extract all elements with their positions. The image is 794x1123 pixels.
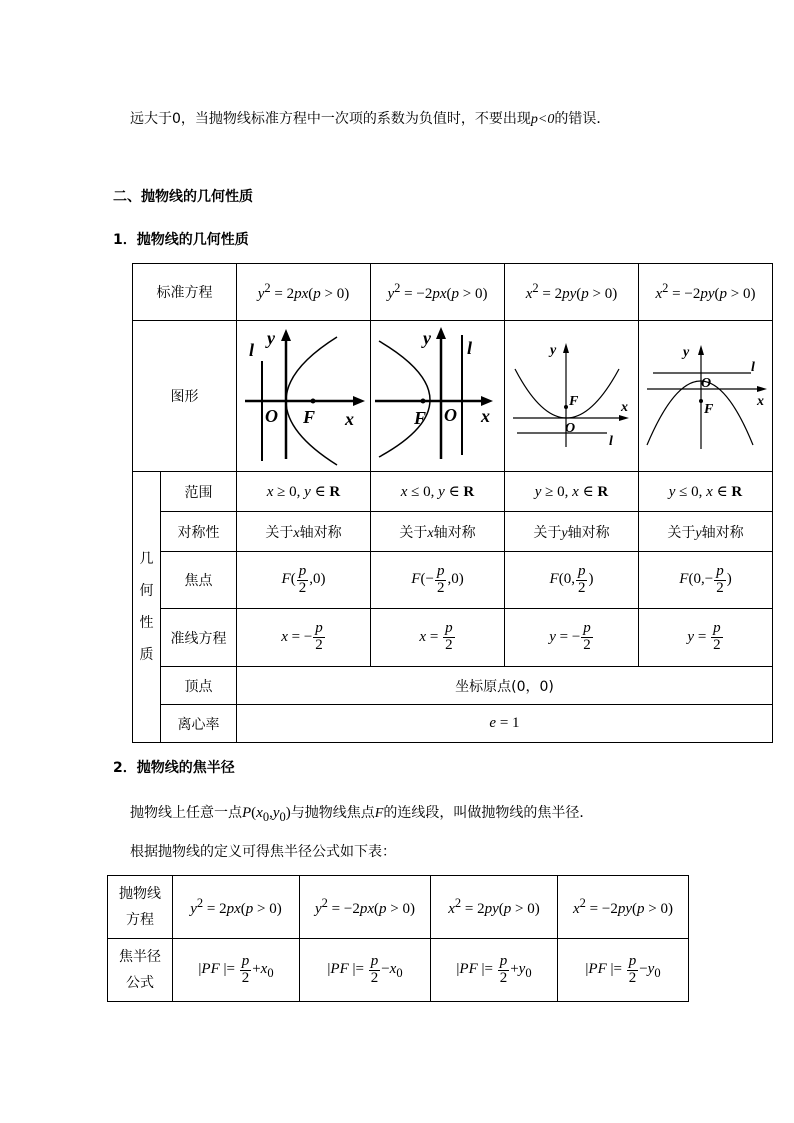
- table-row-symmetry: [133, 512, 773, 552]
- table2-formula-cell-2: |PF |= $\frac{p}{2}$ $-x_0$: [300, 939, 431, 1002]
- table2-eq-label-line2: 方程: [126, 912, 154, 928]
- intro-text-after: 的错误．: [554, 111, 611, 127]
- figure-label: 图形: [170, 389, 199, 405]
- fig1-l-label: l: [249, 340, 255, 360]
- directrix-cell-4: y = $\frac{p}{2}$: [639, 609, 773, 667]
- fig2-l-label: l: [467, 338, 473, 358]
- symmetry-cell-3: 关于y轴对称: [505, 512, 639, 552]
- focus-cell-3: F(0, $\frac{p}{2}$ ): [505, 552, 639, 609]
- table2-formula-cell-3: |PF |= $\frac{p}{2}$ $+y_0$: [431, 939, 558, 1002]
- group-char-4: 质: [139, 647, 154, 663]
- figure-label-cell: [133, 321, 237, 472]
- focus-cell-4: F(0,− $\frac{p}{2}$ ): [639, 552, 773, 609]
- fig2-O-label: O: [444, 405, 457, 425]
- directrix-cell-3: y = − $\frac{p}{2}$: [505, 609, 639, 667]
- symmetry-cell-4: 关于y轴对称: [639, 512, 773, 552]
- fig3-l-label: l: [609, 434, 613, 449]
- fig1-x-label: x: [345, 409, 354, 429]
- range-cell-1: x ≥ 0, y ∈ R: [237, 472, 371, 512]
- eq-cell-4: $x^2 = -2py(p > 0)$: [639, 264, 773, 321]
- table2-formula-cell-1: |PF |= $\frac{p}{2}$ $+x_0$: [173, 939, 300, 1002]
- para1-focus: F: [374, 806, 384, 821]
- group-char-1: 几: [139, 551, 154, 567]
- range-cell-4: y ≤ 0, x ∈ R: [639, 472, 773, 512]
- symmetry-label-cell: [161, 512, 237, 552]
- figure-cell-4: [639, 321, 773, 472]
- geometry-properties-table: [132, 263, 773, 743]
- fig1-O-label: O: [265, 406, 278, 426]
- focus-label: 焦点: [184, 573, 213, 589]
- directrix-label: 准线方程: [170, 630, 227, 647]
- table2-row-formula: [108, 939, 689, 1002]
- table-row-range: [133, 472, 773, 512]
- directrix-label-cell: [161, 609, 237, 667]
- table2-formula-label-line2: 公式: [126, 975, 154, 991]
- figure-cell-3: [505, 321, 639, 472]
- table2-eq-label-line1: 抛物线: [119, 886, 161, 902]
- header-label-cell: [133, 264, 237, 321]
- table-row-focus: [133, 552, 773, 609]
- para1-after: 的连线段，叫做抛物线的焦半径．: [383, 805, 594, 821]
- focal-radius-table: [107, 875, 689, 1002]
- parabola-left-figure: [371, 321, 505, 467]
- table2-formula-label-line1: 焦半径: [119, 949, 161, 965]
- ecc-label-cell: [161, 705, 237, 743]
- intro-line: [130, 108, 610, 128]
- intro-text-before: 远大于0，当抛物线标准方程中一次项的系数为负值时，不要出现: [130, 111, 531, 127]
- vertex-value-cell: [237, 667, 773, 705]
- fig4-x-label: x: [757, 394, 764, 409]
- figure-cell-1: [237, 321, 371, 472]
- table2-eq-cell-3: $x^2 = 2py(p > 0)$: [431, 876, 558, 939]
- fig2-x-label: x: [481, 406, 490, 426]
- fig1-y-label: y: [267, 328, 275, 348]
- eq-cell-3: $x^2 = 2py(p > 0)$: [505, 264, 639, 321]
- formula-intro: 根据抛物线的定义可得焦半径公式如下表：: [130, 844, 396, 860]
- table-row-directrix: [133, 609, 773, 667]
- group-char-3: 性: [139, 615, 154, 631]
- range-cell-2: x ≤ 0, y ∈ R: [371, 472, 505, 512]
- eq-cell-1: $y^2 = 2px(p > 0)$: [237, 264, 371, 321]
- table-row-vertex: [133, 667, 773, 705]
- fig4-y-label: y: [683, 345, 690, 360]
- range-label: 范围: [184, 484, 213, 501]
- range-cell-3: y ≥ 0, x ∈ R: [505, 472, 639, 512]
- para1-middle: 与抛物线焦点: [290, 805, 375, 821]
- para1-before: 抛物线上任意一点: [130, 805, 242, 821]
- vertex-value: 坐标原点(0，0): [455, 678, 554, 695]
- eq-cell-2: $y^2 = -2px(p > 0)$: [371, 264, 505, 321]
- parabola-up-figure: [505, 321, 639, 467]
- group-label-vertical: [133, 543, 160, 671]
- table-row-figure: [133, 321, 773, 472]
- header-label: 标准方程: [156, 285, 213, 301]
- group-char-2: 何: [139, 583, 154, 599]
- fig4-F-label: F: [704, 402, 714, 417]
- table2-formula-label-cell: [108, 939, 173, 1002]
- fig2-F-label: F: [414, 408, 427, 428]
- table2-formula-cell-4: |PF |= $\frac{p}{2}$ $-y_0$: [558, 939, 689, 1002]
- focus-cell-2: F(− $\frac{p}{2}$ ,0): [371, 552, 505, 609]
- subsection-2-title: 2．抛物线的焦半径: [113, 760, 235, 776]
- fig3-y-label: y: [550, 343, 557, 358]
- parabola-right-figure: [237, 321, 371, 467]
- symmetry-cell-2: 关于x轴对称: [371, 512, 505, 552]
- intro-p-condition: p<0: [530, 112, 555, 127]
- directrix-cell-1: x = − $\frac{p}{2}$: [237, 609, 371, 667]
- table2-eq-cell-4: $x^2 = -2py(p > 0)$: [558, 876, 689, 939]
- fig4-O-label: O: [701, 376, 712, 391]
- focal-radius-definition: 抛物线上任意一点$P(x_0,y_0)$与抛物线焦点F的连线段，叫做抛物线的焦半径．: [130, 805, 594, 824]
- fig3-O-label: O: [565, 421, 576, 436]
- directrix-cell-2: x = $\frac{p}{2}$: [371, 609, 505, 667]
- table-row-standard-equation: [133, 264, 773, 321]
- ecc-label: 离心率: [177, 716, 220, 733]
- ecc-value-cell: e = 1: [237, 705, 773, 743]
- fig1-F-label: F: [303, 407, 316, 427]
- group-label-cell: [133, 472, 161, 743]
- section-2-title: 二、抛物线的几何性质: [113, 189, 253, 205]
- range-label-cell: [161, 472, 237, 512]
- symmetry-label: 对称性: [177, 524, 220, 541]
- table2-eq-cell-1: $y^2 = 2px(p > 0)$: [173, 876, 300, 939]
- parabola-down-figure: [639, 321, 773, 467]
- vertex-label-cell: [161, 667, 237, 705]
- fig4-l-label: l: [751, 360, 755, 375]
- fig3-F-label: F: [569, 394, 579, 409]
- fig3-x-label: x: [621, 400, 628, 415]
- table-row-eccentricity: [133, 705, 773, 743]
- vertex-label: 顶点: [184, 678, 213, 695]
- table2-eq-label-cell: [108, 876, 173, 939]
- subsection-1-title: 1．抛物线的几何性质: [113, 232, 249, 248]
- fig2-y-label: y: [423, 328, 431, 348]
- figure-cell-2: [371, 321, 505, 472]
- focus-cell-1: F( $\frac{p}{2}$ ,0): [237, 552, 371, 609]
- table2-eq-cell-2: $y^2 = -2px(p > 0)$: [300, 876, 431, 939]
- focus-label-cell: [161, 552, 237, 609]
- symmetry-cell-1: 关于x轴对称: [237, 512, 371, 552]
- table2-row-equation: [108, 876, 689, 939]
